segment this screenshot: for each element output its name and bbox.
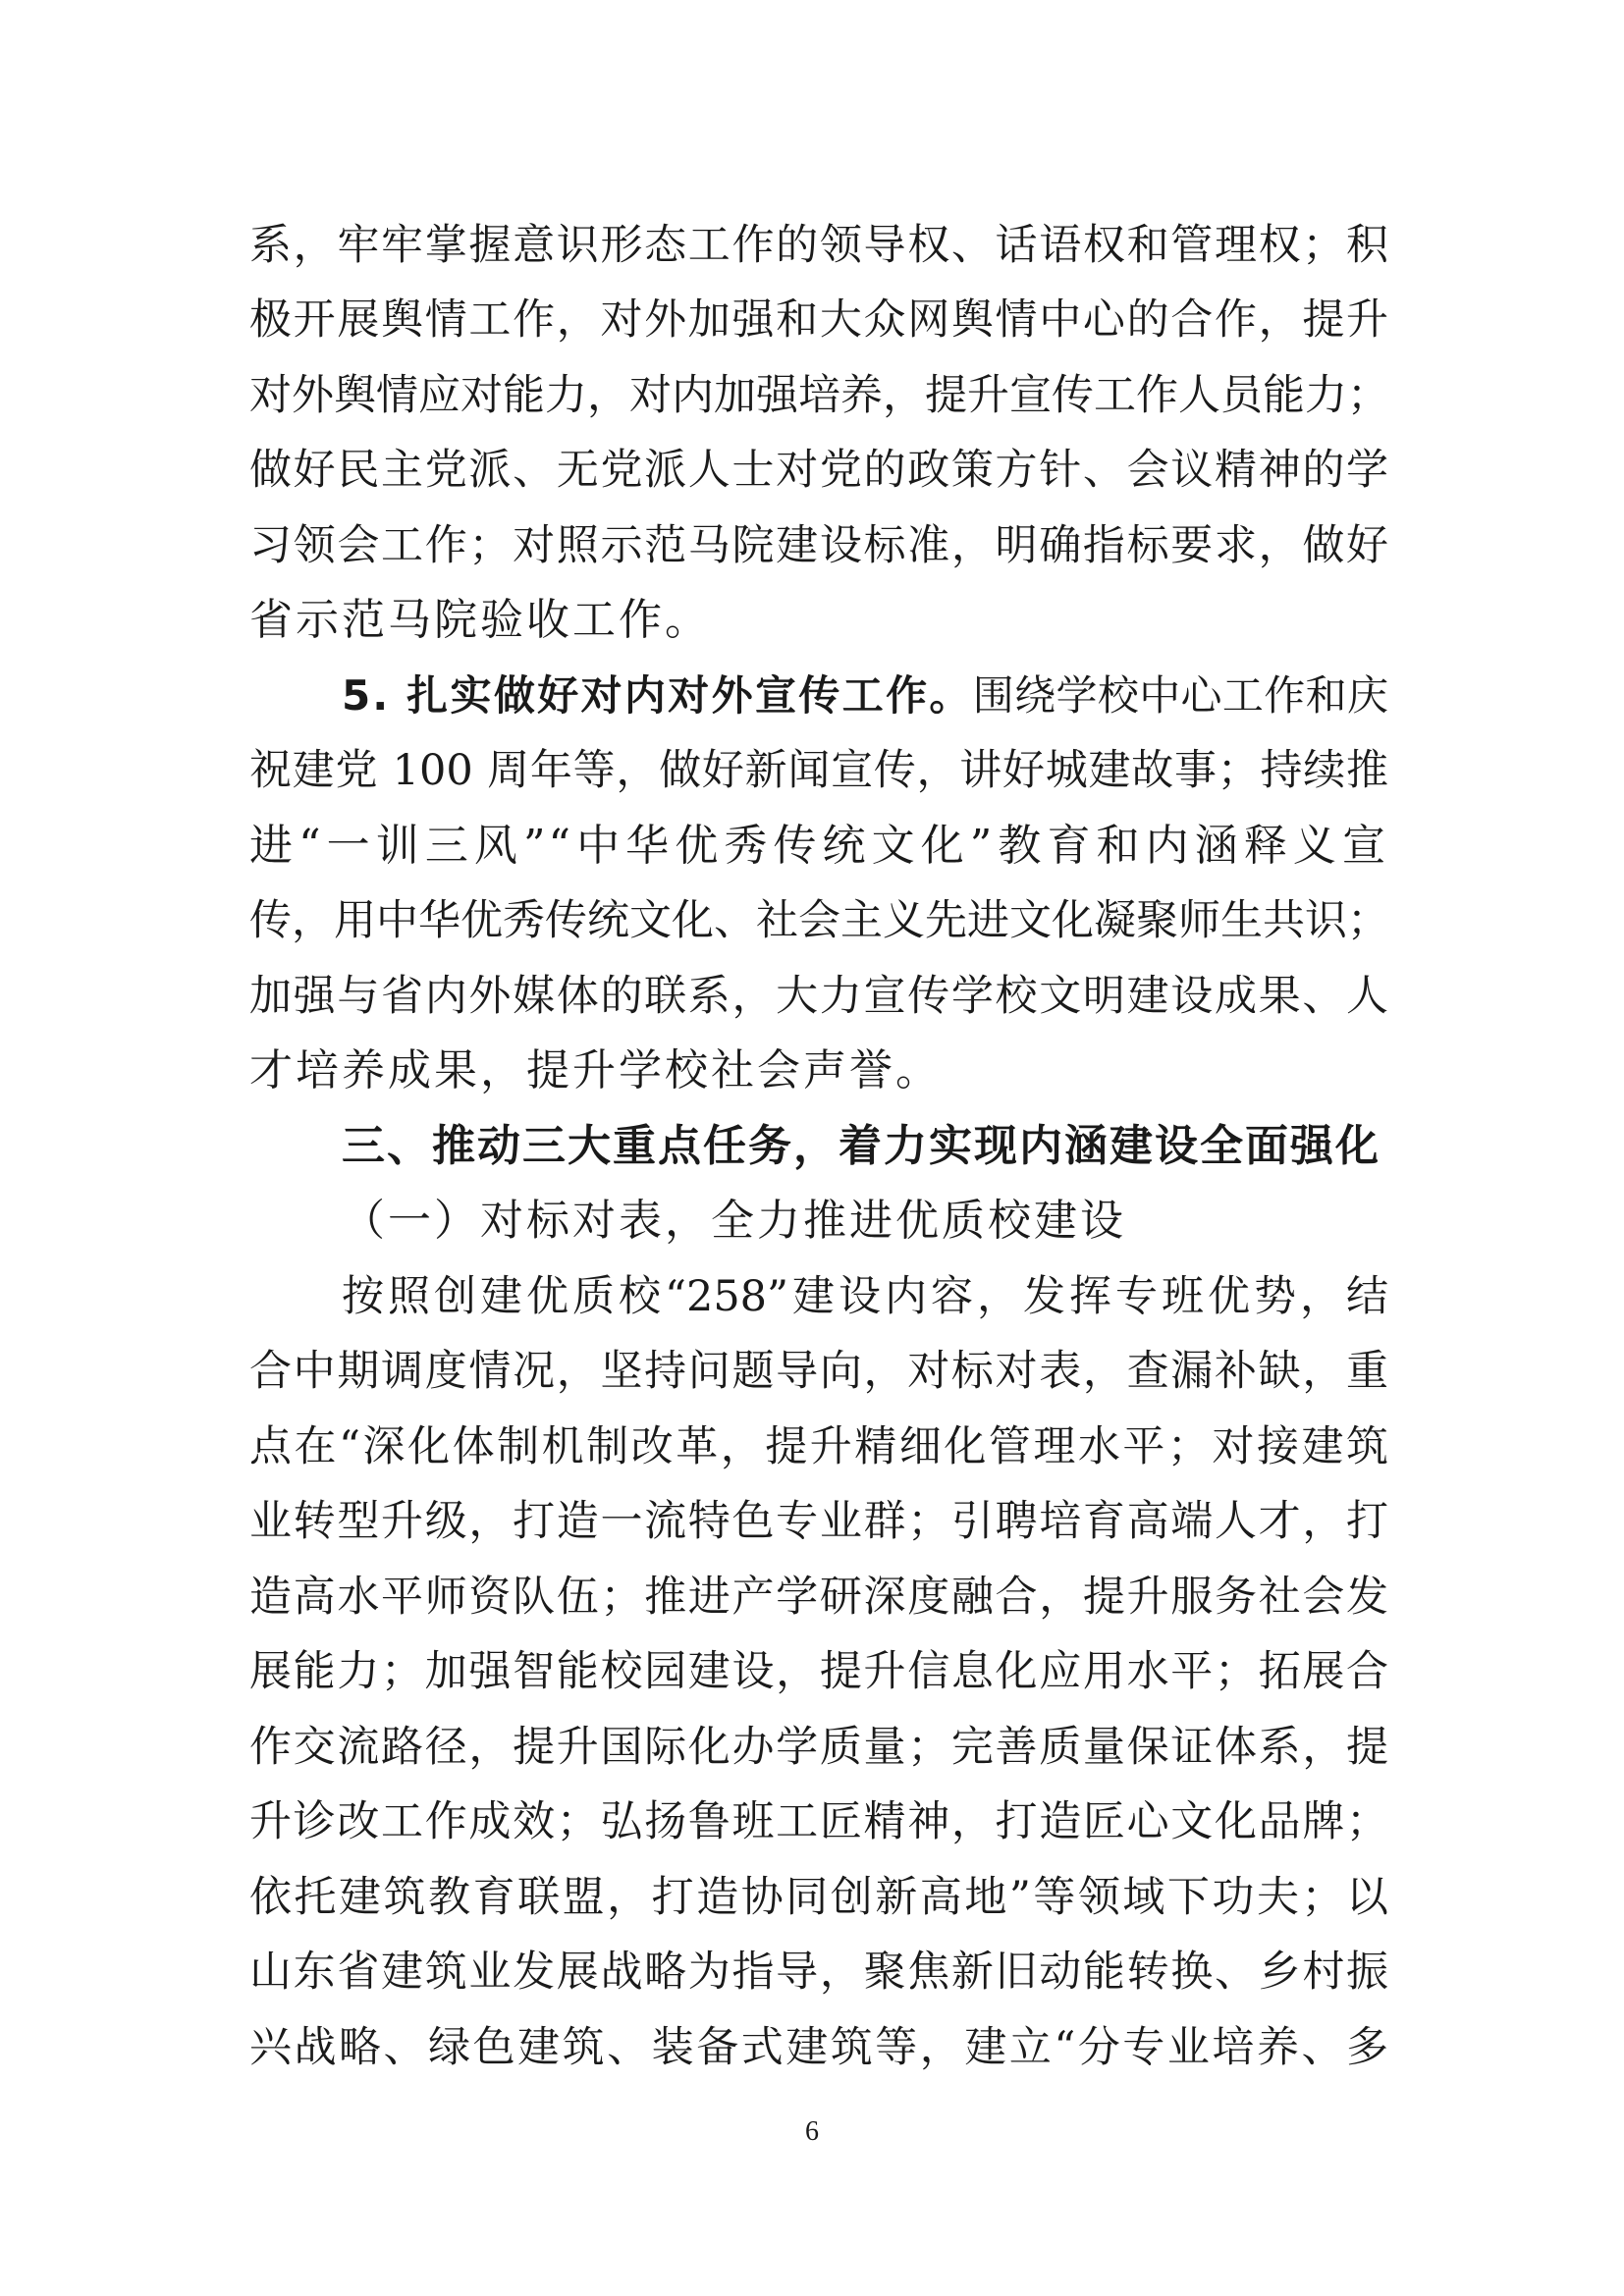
text-line: 对外舆情应对能力，对内加强培养，提升宣传工作人员能力； bbox=[249, 371, 1389, 420]
text-line: 祝建党 100 周年等，做好新闻宣传，讲好城建故事；持续推 bbox=[249, 746, 1388, 795]
item-heading-bold: 5. 扎实做好对内对外宣传工作。 bbox=[342, 671, 973, 720]
text-line: 造高水平师资队伍；推进产学研深度融合，提升服务社会发 bbox=[249, 1573, 1388, 1622]
text-line: 展能力；加强智能校园建设，提升信息化应用水平；拓展合 bbox=[249, 1647, 1388, 1696]
text-line: 合中期调度情况，坚持问题导向，对标对表，查漏补缺，重 bbox=[249, 1347, 1388, 1396]
text-line: 进“一训三风”“中华优秀传统文化”教育和内涵释义宣 bbox=[249, 821, 1388, 871]
text-line: 点在“深化体制机制改革，提升精细化管理水平；对接建筑 bbox=[249, 1422, 1388, 1471]
text-line: 传，用中华优秀传统文化、社会主义先进文化凝聚师生共识； bbox=[249, 896, 1389, 945]
text-line: 业转型升级，打造一流特色专业群；引聘培育高端人才，打 bbox=[249, 1497, 1388, 1546]
text-line: 做好民主党派、无党派人士对党的政策方针、会议精神的学 bbox=[249, 446, 1388, 495]
text-line bbox=[342, 661, 1388, 731]
subsection-heading: （一）对标对表，全力推进优质校建设 bbox=[342, 1196, 1126, 1246]
text-line: 加强与省内外媒体的联系，大力宣传学校文明建设成果、人 bbox=[249, 972, 1388, 1021]
text-line: 习领会工作；对照示范马院建设标准，明确指标要求，做好 bbox=[249, 521, 1388, 570]
item-heading-rest: 围绕学校中心工作和庆 bbox=[972, 671, 1388, 720]
text-line: 按照创建优质校“258”建设内容，发挥专班优势，结 bbox=[342, 1272, 1388, 1321]
text-line: 才培养成果，提升学校社会声誉。 bbox=[249, 1045, 942, 1095]
page-number: 6 bbox=[805, 2116, 819, 2147]
text-line: 依托建筑教育联盟，打造协同创新高地”等领域下功夫；以 bbox=[249, 1873, 1388, 1922]
text-line: 作交流路径，提升国际化办学质量；完善质量保证体系，提 bbox=[249, 1723, 1388, 1772]
text-line: 系，牢牢掌握意识形态工作的领导权、话语权和管理权；积 bbox=[249, 221, 1388, 270]
text-line: 升诊改工作成效；弘扬鲁班工匠精神，打造匠心文化品牌； bbox=[249, 1797, 1388, 1846]
text-line: 省示范马院验收工作。 bbox=[249, 595, 711, 645]
text-line: 山东省建筑业发展战略为指导，聚焦新旧动能转换、乡村振 bbox=[249, 1948, 1388, 1997]
text-line: 兴战略、绿色建筑、装备式建筑等，建立“分专业培养、多 bbox=[249, 2023, 1388, 2072]
text-line: 极开展舆情工作，对外加强和大众网舆情中心的合作，提升 bbox=[249, 295, 1388, 345]
section-heading: 三、推动三大重点任务，着力实现内涵建设全面强化 bbox=[342, 1121, 1380, 1171]
